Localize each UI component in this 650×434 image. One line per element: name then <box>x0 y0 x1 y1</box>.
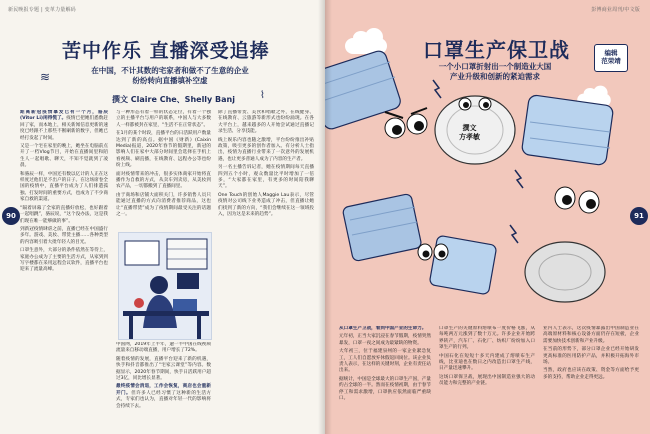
left-col-2 <box>116 110 211 230</box>
surgical-mask-icon <box>521 94 614 165</box>
livestream-illustration <box>118 232 212 340</box>
paragraph: 到新冠疫情肆虐之前，直播已经在中国盛行多年。游戏、美妆、带货主播……各种类型的内容吸引着大批年轻人的目光。 <box>20 226 108 245</box>
paragraph: 在当前的形势下，部分口罩企业已经开始研发更高标准的医用防护产品，并积极开拓海外市场。 <box>543 347 639 366</box>
deck-line: 产业升级和创新的紧迫需求 <box>450 72 540 81</box>
right-running-head: 彭博商业周刊/中文版 <box>591 7 640 13</box>
lightning-icon <box>515 170 523 188</box>
left-headline: 苦中作乐 直播深受追捧 <box>62 40 270 62</box>
deck-line: 纷纷转向直播填补空虚 <box>132 76 208 85</box>
left-running-head: 新民晚报专题 | 变革力量解码 <box>8 7 76 13</box>
paragraph: 据统计，中国是全球最大的口罩生产国，产量约占全球的一半。然而在疫情初期，由于春节停工和需求激增，口罩供应依然面临严重缺口。 <box>339 376 431 402</box>
author-name: 方孝敏 <box>459 133 480 141</box>
author-label-title: 撰文 <box>462 124 477 132</box>
editor-badge <box>594 44 628 72</box>
subhead: 最终疫情会消退，工作会恢复，商店也会重新开门。 <box>116 384 211 396</box>
editor-label: 编辑 <box>604 49 618 57</box>
left-deck <box>80 66 260 86</box>
left-col-2-lower <box>116 342 211 428</box>
deck-line: 在中国，不计其数的宅家者和做不了生意的企业 <box>91 66 249 75</box>
paragraph: 口罩生产的关键原料熔喷布一度价格飞涨，从每吨两万元涨到了数十万元。许多企业开始跨界转产，汽车厂、石化厂、纺织厂纷纷加入口罩生产的行列。 <box>439 326 535 351</box>
editor-name: 范荣靖 <box>601 57 621 65</box>
paragraph: 和骆辰一样，中国还有数以亿计的人正在这样度过他们足不出户的日子。在这场席卷全国的疫情中，直播平台成为了人们排遣孤独、打发时间的重要方式，也成为了不少商家自救的渠道。 <box>20 171 108 203</box>
person-at-desk-icon <box>119 233 212 340</box>
sparkle-icon: ⌇ <box>260 90 265 101</box>
lightning-icon <box>510 225 518 243</box>
paragraph: 随着疫情的发展，直播平台迎来了新的机遇，快手和抖音都推出了“宅家云课堂”等内容。数据显示，2020年春节期间，快手日活跃用户超过3亿，同比增长显著。 <box>116 356 211 382</box>
paragraph: 疫情已把她们悉数赶回了家，而本地上，相关新闻信息更新的速度已经跟不上那些不断刷新的数字，但她已经打发起了时间。 <box>20 116 108 141</box>
paragraph: 除了直播带货、美食和唱歌之外，在线健身、在线教育、云旅游等新形式也纷纷涌现。在各大平台上，越来越多的人开始尝试通过直播记录生活、分享技能。 <box>218 110 314 135</box>
paragraph: 另一名主播告诉记者，她在疫情期间每天直播四到五个小时，观众数量比平时增加了一倍多，“大家都在家里，有更多的时间陪我聊天”。 <box>218 165 314 190</box>
paragraph: 口罩生意外，大部分的条件依然在等待上，家庭办公成为了主要的生活方式，从家到到写字楼都在采用远程会议软件，直播平台也迎来了流量高峰。 <box>20 248 108 273</box>
left-col-3 <box>218 110 314 428</box>
paragraph: 业内人士表示，这次疫情暴露出中国制造业在高端原材料和核心设备方面仍存在短板，企业需要加快技术创新和产业升级。 <box>543 326 639 344</box>
paragraph: “隔着屏幕了全家的直播好放松，也好跟着一起唱跳”，骆辰说，“这个没办法，这是我们现在唯一能够做的事”。 <box>20 205 108 224</box>
binding-gutter <box>318 0 332 434</box>
n95-mask-icon <box>525 242 605 302</box>
right-col-2 <box>439 326 535 428</box>
surgical-mask-icon <box>342 193 422 261</box>
right-page <box>325 0 650 434</box>
paragraph: 元年初，正当大家沉浸在春节假期，疫情突然暴发，口罩一夜之间成为最紧缺的物资。 <box>339 334 431 346</box>
left-byline: 撰文 Claire Che、Shelly Banj <box>112 95 235 104</box>
left-col-1 <box>20 110 108 428</box>
author-label <box>459 124 480 142</box>
paragraph: 这场口罩保卫战，展现出中国制造业强大的动员能力和完整的产业链。 <box>439 374 535 387</box>
page-number: 91 <box>630 207 648 225</box>
paragraph: 中国网，2019年上半年，逾一半中国在线视频流量来自移动端直播，用户增长了72%。 <box>116 342 211 354</box>
paragraph: 但许多人已经习惯了这种新的生活方式，专家们也认为，直播对年轻一代的影响将会持续下去。 <box>116 390 211 409</box>
lightning-icon <box>433 80 441 98</box>
paragraph: 大年初三，位于福建泉州的一家企业紧急复工，工人们自愿放弃休假返回岗位。该企业负责人表示，在这样的关键时刻，企业有责任站出来。 <box>339 349 431 374</box>
paragraph: 中国石化在短短十多天内建成了熔喷布生产线，比亚迪也在数日之内改造出口罩生产线，日产量迅速攀升。 <box>439 353 535 372</box>
paragraph: 由于商场和店铺大面积关门，许多销售人员只能通过直播的方式向消费者推荐商品，这也让“直播带货”成为了疫情期间最受关注的话题之一。 <box>116 192 211 218</box>
subhead: 从口罩生产卫战，看到中国产业的生命力。 <box>339 326 427 331</box>
right-col-1 <box>339 326 431 428</box>
paragraph: 当然，政府也应该在政策、资金等方面给予更多的支持，帮助企业走得更远。 <box>543 368 639 380</box>
paragraph: 与一种形态有着一样的状态定位，有着一个独立的主播平台与用户的联系，中国人与大多数人一样都被封在家里，“生活不在正常状态”。 <box>116 110 211 128</box>
lead-text: 距离新冠疫情暴发已有一个月，骆辰(Vitor Li)闲得慌了。 <box>20 110 108 122</box>
paragraph: 面对疫情带来的冲击，很多实体商家开始将直播作为自救的方式，从卖车到卖房，从美妆到农产品，一切都搬到了直播间里。 <box>116 171 211 190</box>
paragraph: 线上娱乐内容也随之激增，平台纷纷推出补贴政策，吸引更多的创作者加入。有分析人士指出，疫情为直播行业带来了一次意外的发展机遇，也让更多普通人成为了内容的生产者。 <box>218 137 314 162</box>
sparkle-icon: ≋ <box>40 70 51 84</box>
page-number: 90 <box>2 207 20 225</box>
deck-line: 一个小口罩折射出一个制造业大国 <box>438 62 552 71</box>
right-headline: 口罩生产保卫战 <box>423 38 570 62</box>
paragraph: 又是一个宅在家里的晚上，她坐在电脑前点开了一档Vlog节目，开始在直播间里和陌生人一起唱歌、聊天，不知不觉就到了凌晨。 <box>20 144 108 169</box>
paragraph: 在1月的某个时段，直播平台的日活跃用户数量达到了新的高点。据中国《财新》(Caixin Media)报道，2020年春节的假期里，新冠的影响人们在家中大部分时间里会选择在手机上看视频、刷直播，在线教育、远程办公等也纷纷上线。 <box>116 131 211 169</box>
paragraph: One Touch的创始人Maggie Lau表示，尽管疫情对公司线下业务造成了冲击，但直播让她们找到了新的方向，“我们会继续在这一领域投入，因为这是未来的趋势”。 <box>218 192 314 218</box>
right-col-3 <box>543 326 639 428</box>
